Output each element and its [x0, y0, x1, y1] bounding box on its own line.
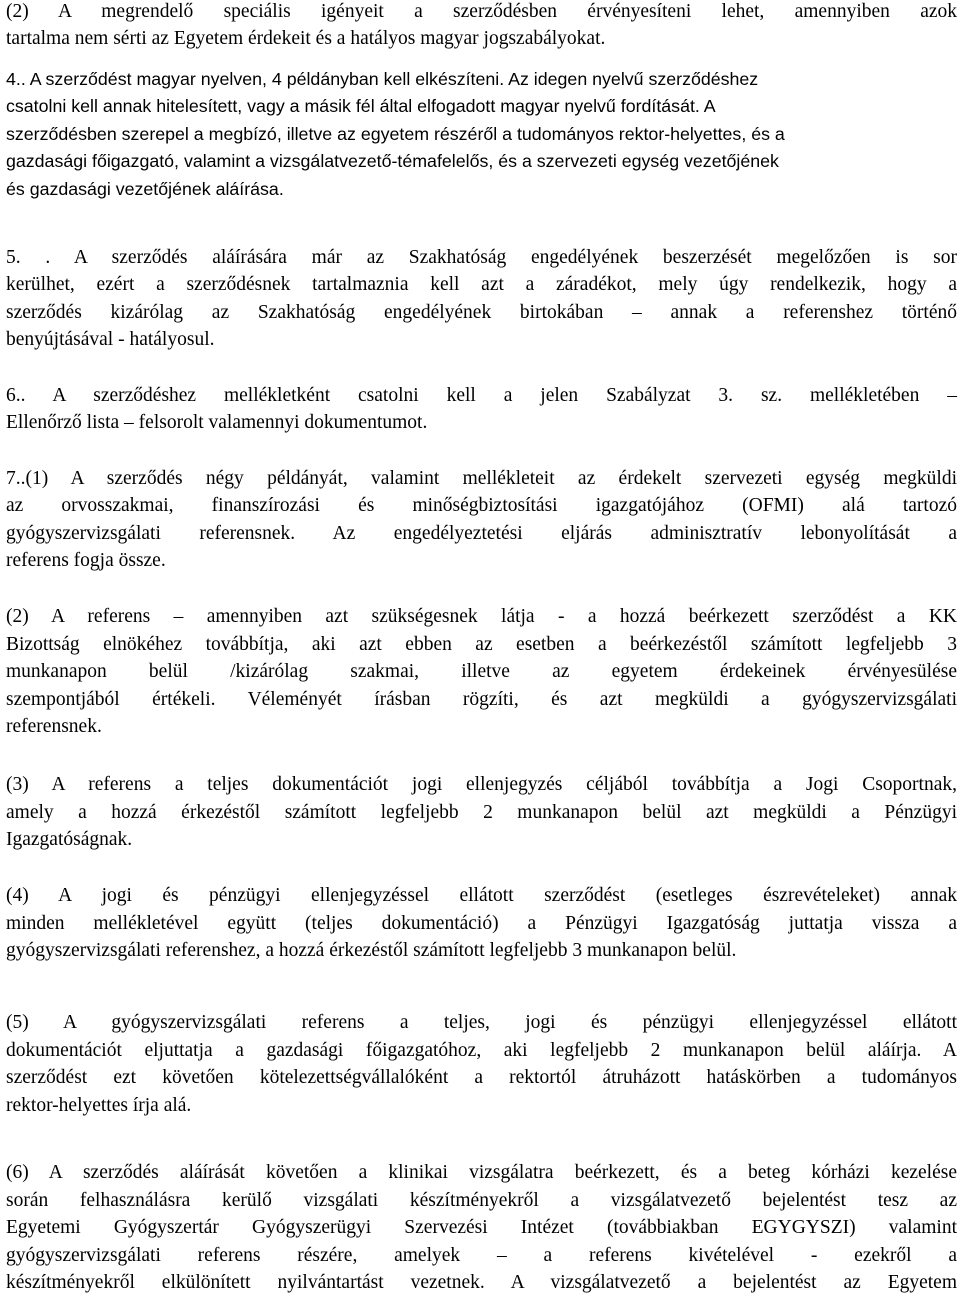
text-line: (4) A jogi és pénzügyi ellenjegyzéssel ellátott szerződést (esetleges észrevételeket) annak: [6, 885, 957, 906]
text-line: során felhasználásra kerülő vizsgálati készítményekről a vizsgálatvezető bejelentést tesz az: [6, 1190, 957, 1211]
text-line: 5. . A szerződés aláírására már az Szakhatóság engedélyének beszerzését megelőzően is sor: [6, 247, 957, 268]
text-line: (3) A referens a teljes dokumentációt jogi ellenjegyzés céljából továbbítja a Jogi Csoportnak,: [6, 774, 957, 795]
text-line: (5) A gyógyszervizsgálati referens a teljes, jogi és pénzügyi ellenjegyzéssel ellátott: [6, 1012, 957, 1033]
text-line: rektor-helyettes írja alá.: [6, 1095, 192, 1116]
text-line: csatolni kell annak hitelesített, vagy a másik fél által elfogadott magyar nyelvű fordítását. A: [6, 96, 716, 116]
text-line: referens fogja össze.: [6, 550, 166, 571]
text-line: 4.. A szerződést magyar nyelven, 4 példányban kell elkészíteni. Az idegen nyelvű szerződéshez: [6, 69, 759, 89]
text-line: az orvosszakmai, finanszírozási és minőségbiztosítási igazgatójához (OFMI) alá tartozó: [6, 495, 957, 516]
text-line: gyógyszervizsgálati referenshez, a hozzá érkezéstől számított legfeljebb 3 munkanapon belül.: [6, 940, 737, 961]
text-line: Egyetemi Gyógyszertár Gyógyszerügyi Szervezési Intézet (továbbiakban EGYGYSZI) valamint: [6, 1217, 957, 1238]
text-line: gyógyszervizsgálati referens részére, amelyek – a referens kivételével - ezekről a: [6, 1245, 957, 1266]
text-line: tartalma nem sérti az Egyetem érdekeit és a hatályos magyar jogszabályokat.: [6, 28, 606, 49]
text-line: 6.. A szerződéshez mellékletként csatolni kell a jelen Szabályzat 3. sz. mellékletében –: [6, 385, 957, 406]
text-line: munkanapon belül /kizárólag szakmai, illetve az egyetem érdekeinek érvényesülése: [6, 661, 957, 682]
text-line: (6) A szerződés aláírását követően a klinikai vizsgálatra beérkezett, és a beteg kórházi kezelése: [6, 1162, 957, 1183]
text-line: (2) A megrendelő speciális igényeit a szerződésben érvényesíteni lehet, amennyiben azok: [6, 1, 957, 22]
text-line: Bizottság elnökéhez továbbítja, aki azt ebben az esetben a beérkezéstől számított legfeljebb 3: [6, 634, 957, 655]
text-line: és gazdasági vezetőjének aláírása.: [6, 179, 284, 199]
text-line: szempontjából értékeli. Véleményét írásban rögzíti, és azt megküldi a gyógyszervizsgálati: [6, 689, 957, 710]
text-line: gyógyszervizsgálati referensnek. Az engedélyeztetési eljárás adminisztratív lebonyolítását a: [6, 523, 957, 544]
text-line: minden mellékletével együtt (teljes dokumentáció) a Pénzügyi Igazgatóság juttatja vissza a: [6, 913, 957, 934]
text-line: Igazgatóságnak.: [6, 829, 133, 850]
text-line: dokumentációt eljuttatja a gazdasági főigazgatóhoz, aki legfeljebb 2 munkanapon belül aláírja. A: [6, 1040, 957, 1061]
text-line: kerülhet, ezért a szerződésnek tartalmaznia kell azt a záradékot, mely úgy rendelkezik, hogy a: [6, 274, 957, 295]
text-line: 7..(1) A szerződés négy példányát, valamint mellékleteit az érdekelt szervezeti egység megküldi: [6, 468, 957, 489]
text-line: (2) A referens – amennyiben azt szükségesnek látja - a hozzá beérkezett szerződést a KK: [6, 606, 957, 627]
text-line: készítményekről elkülönített nyilvántartást vezetnek. A vizsgálatvezető a bejelentést az Egyetem: [6, 1272, 957, 1293]
text-line: Ellenőrző lista – felsorolt valamennyi dokumentumot.: [6, 412, 428, 433]
text-line: szerződésben szerepel a megbízó, illetve az egyetem részéről a tudományos rektor-helyettes, és a: [6, 124, 785, 144]
text-line: referensnek.: [6, 716, 102, 737]
text-line: gazdasági főigazgató, valamint a vizsgálatvezető-témafelelős, és a szervezeti egység vezetőjének: [6, 151, 779, 171]
text-line: szerződést ezt követően kötelezettségvállalóként a rektortól átruházott hatáskörben a tudományos: [6, 1067, 957, 1088]
text-line: benyújtásával - hatályosul.: [6, 329, 215, 350]
text-line: szerződés kizárólag az Szakhatóság engedélyének birtokában – annak a referenshez történő: [6, 302, 957, 323]
text-line: amely a hozzá érkezéstől számított legfeljebb 2 munkanapon belül azt megküldi a Pénzügyi: [6, 802, 957, 823]
